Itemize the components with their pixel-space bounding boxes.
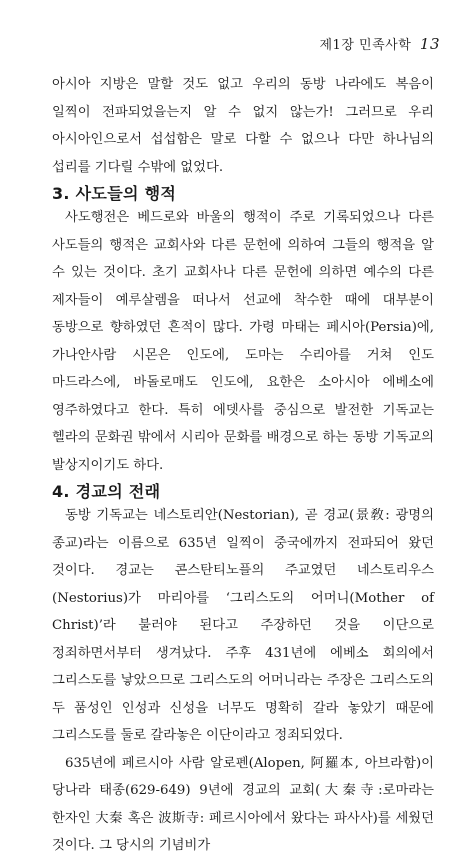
nestorian-paragraph-2: 635년에 페르시아 사람 알로펜(Alopen, 阿羅本, 아브라함)이 당나라 태종(629-649) 9년에 경교의 교회(大秦寺:로마라는 한자인 大秦 혹은 波斯寺: 페르시아에서 왔다는 파사사)를 세웠던 것이다. 그 당시의 기념비가 [52, 755, 434, 853]
page-number: 13 [419, 35, 440, 53]
intro-paragraph: 아시아 지방은 말할 것도 없고 우리의 동방 나라에도 복음이 일찍이 전파되었을는지 알 수 없지 않는가! 그러므로 우리 아시아인으로서 섭섭함은 말로 다할 수 없으나 다만 하나님의 섭리를 기다릴 수밖에 없었다. [52, 77, 434, 175]
apostles-paragraph: 사도행전은 베드로와 바울의 행적이 주로 기록되었으나 다른 사도들의 행적은 교회사와 다른 문헌에 의하여 그들의 행적을 알 수 있는 것이다. 초기 교회사나 다른 문헌에 의하면 예수의 다른 제자들이 예루살렘을 떠나서 선교에 착수한 때에 대부분이 동방으로 향하였던 흔적이 많다. 가령 마태는 페시아(Persia)에, 가나안사람 시몬은 인도에, 도마는 수리아를 거쳐 인도 마드라스에, 바돌로매도 인도에, 요한은 소아시아 에베소에 영주하였다고 한다. 특히 에뎃사를 중심으로 발전한 기독교는 헬라의 문화권 밖에서 시리아 문화를 배경으로 하는 동방 기독교의 발상지이기도 하다. [52, 210, 434, 473]
nestorian-paragraph-1: 동방 기독교는 네스토리안(Nestorian), 곧 경교(景敎: 광명의 종교)라는 이름으로 635년 일찍이 중국에까지 전파되어 왔던 것이다. 경교는 콘스탄티노플의 주교였던 네스토리우스(Nestorius)가 마리아를 ‘그리스도의 어머니(Mother of Christ)’라 불러야 된다고 주장하던 것을 이단으로 정죄하면서부터 생겨났다. 주후 431년에 에베소 회의에서 그리스도를 낳았으므로 그리스도의 어머니라는 주장은 그리스도의 두 품성인 인성과 신성을 너무도 명확히 갈라 놓았기 때문에 그리스도를 둘로 갈라놓은 이단이라고 정죄되었다. [52, 508, 434, 743]
chapter-title: 제1장 민족사학 [319, 38, 412, 53]
page-body [52, 71, 434, 860]
section-heading-apostles: 3. 사도들의 행적 [52, 184, 177, 203]
running-header [320, 34, 441, 53]
section-heading-nestorian: 4. 경교의 전래 [52, 482, 161, 501]
